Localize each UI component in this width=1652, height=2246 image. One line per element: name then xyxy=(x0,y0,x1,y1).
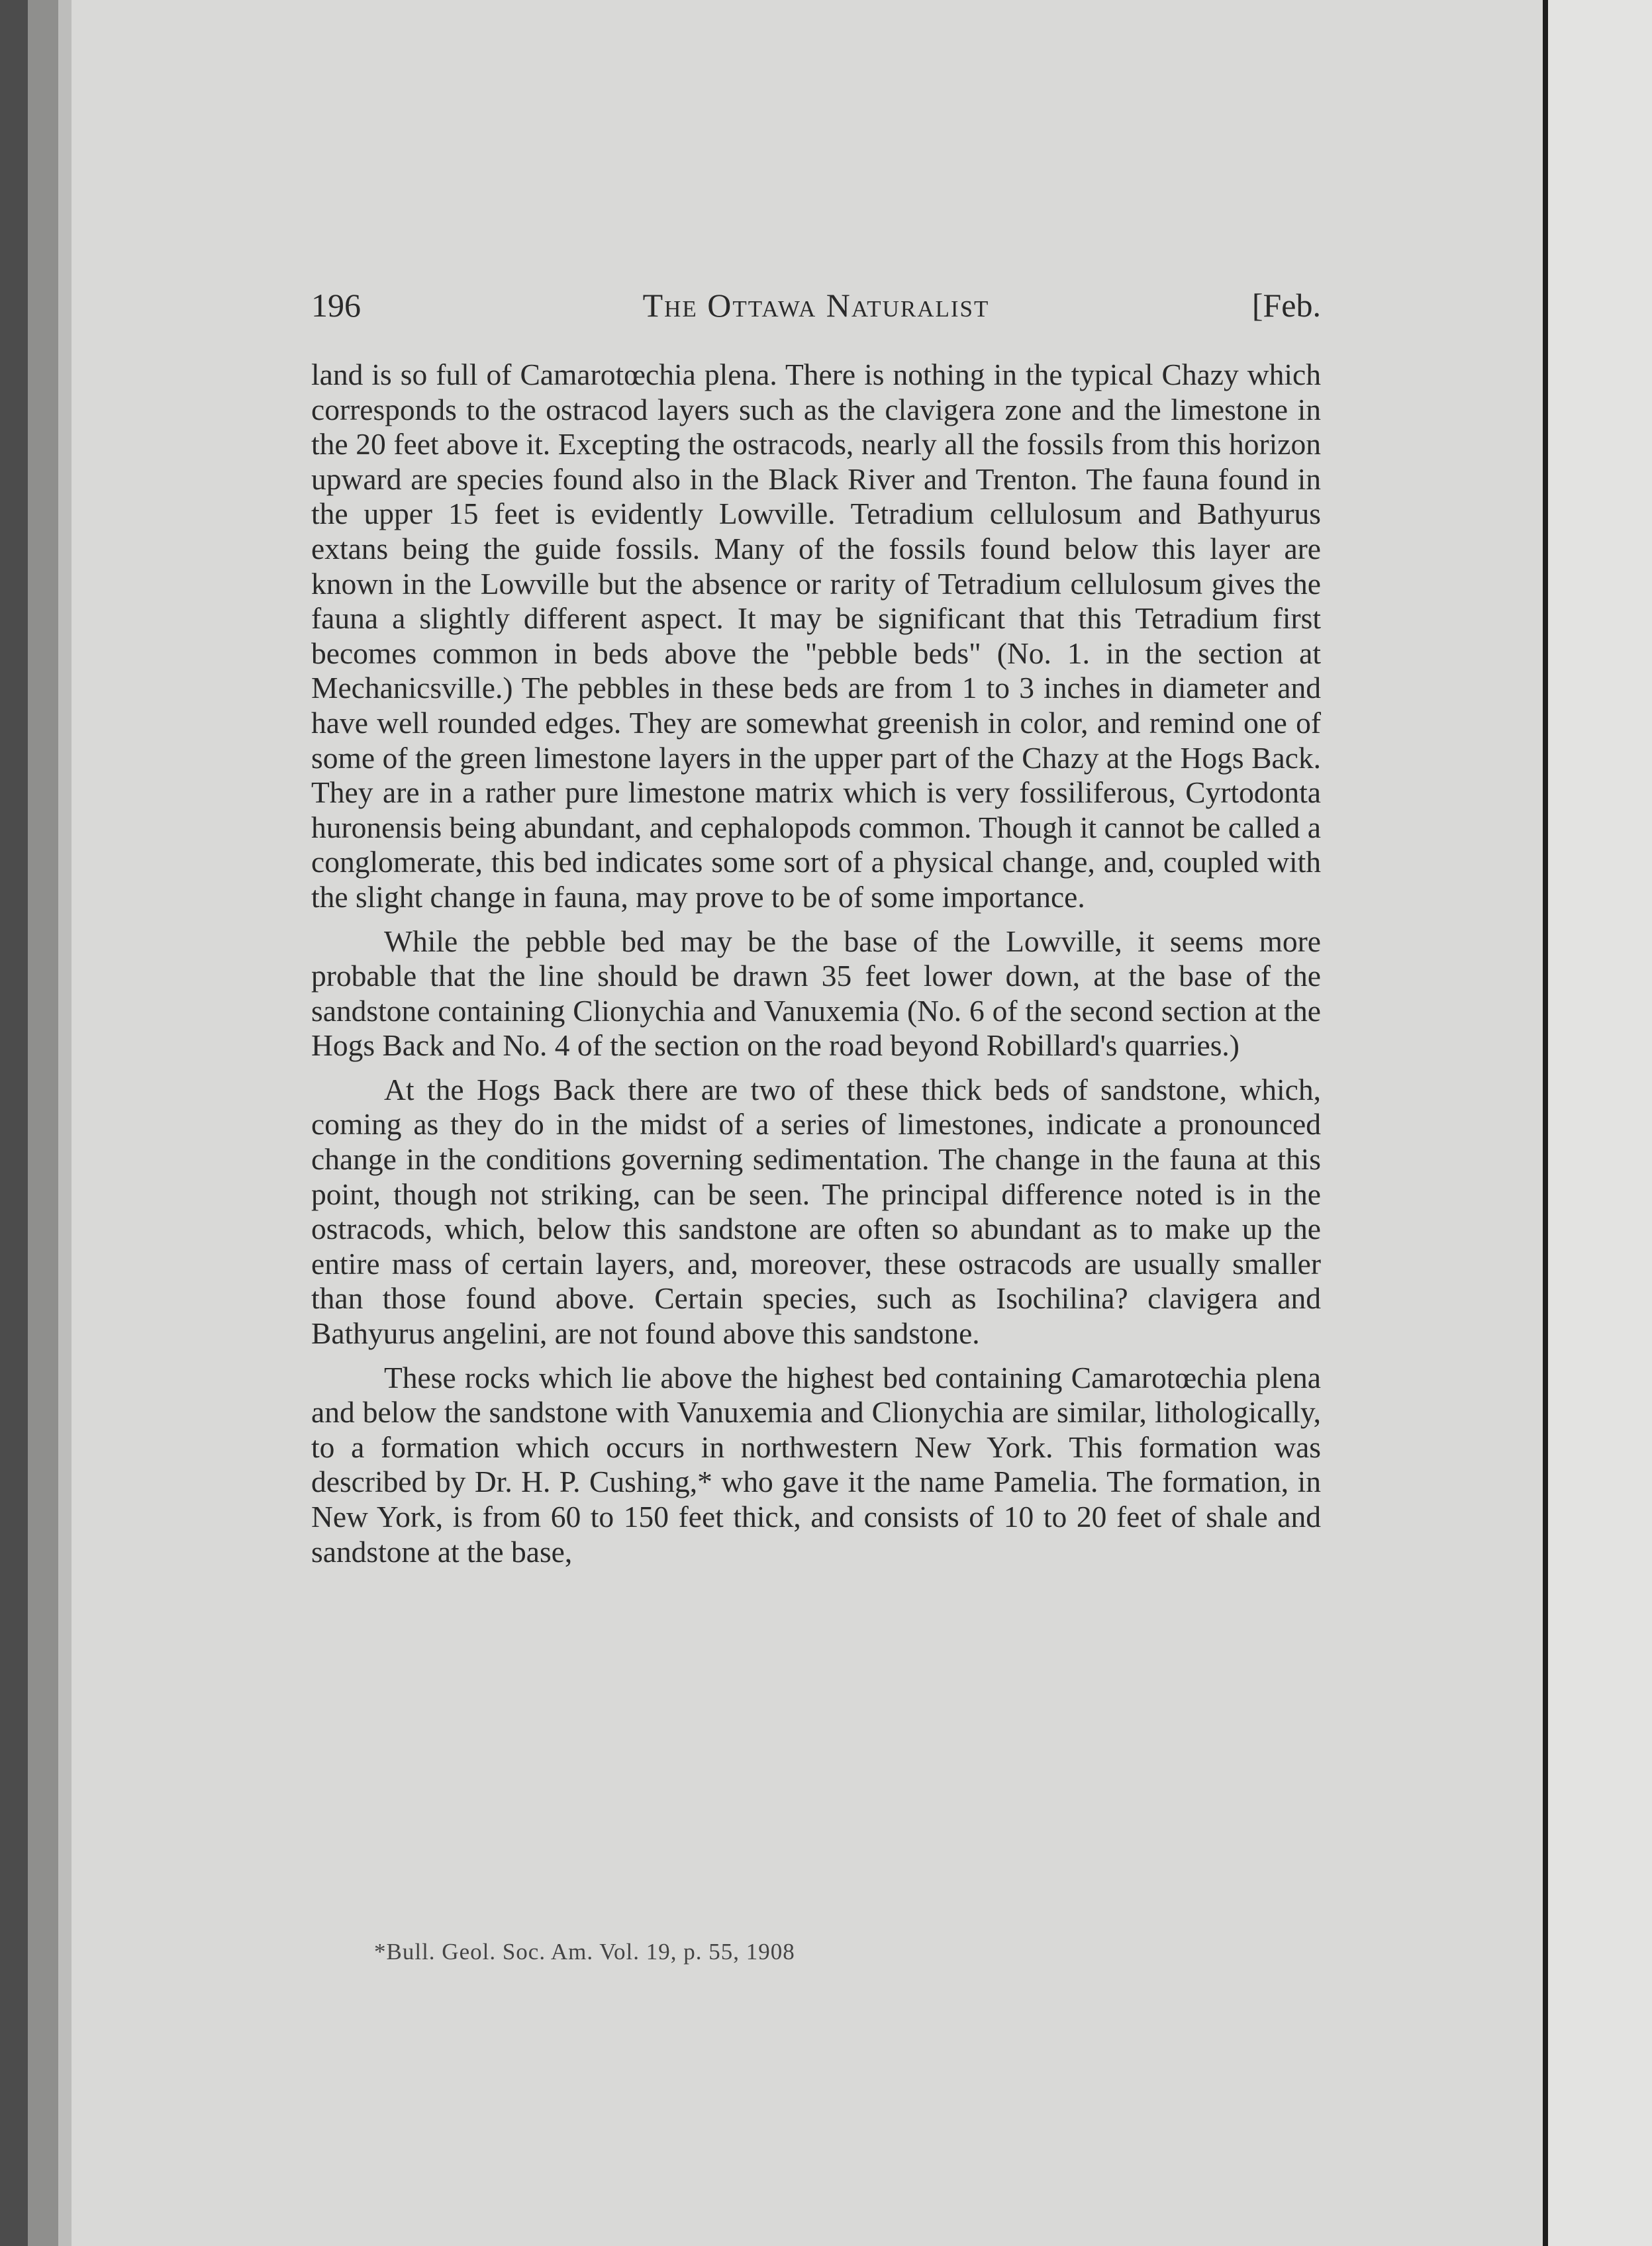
footnote: *Bull. Geol. Soc. Am. Vol. 19, p. 55, 1908 xyxy=(374,1939,795,1965)
paragraph: While the pebble bed may be the base of the Lowville, it seems more probable that the line should be drawn 35 feet lower down, at the base of the sandstone containing Clionychia and Vanuxemia (No. 6 of the second section at the Hogs Back and No. 4 of the section on the road beyond Robillard's quarries.) xyxy=(311,924,1321,1063)
paragraph: At the Hogs Back there are two of these thick beds of sandstone, which, coming as they do in the midst of a series of limestones, indicate a pronounced change in the conditions governing sedimentation. The change in the fauna at this point, though not striking, can be seen. The principal difference noted is in the ostracods, which, below this sandstone are often so abundant as to make up the entire mass of certain layers, and, moreover, these ostracods are usually smaller than those found above. Certain species, such as Isochilina? clavigera and Bathyurus angelini, are not found above this sandstone. xyxy=(311,1072,1321,1351)
paragraph: These rocks which lie above the highest bed containing Camarotœchia plena and below the sandstone with Vanuxemia and Clionychia are similar, lithologically, to a formation which occurs in northwestern New York. This formation was described by Dr. H. P. Cushing,* who gave it the name Pamelia. The formation, in New York, is from 60 to 150 feet thick, and consists of 10 to 20 feet of shale and sandstone at the base, xyxy=(311,1360,1321,1569)
page-number: 196 xyxy=(311,287,361,324)
running-header xyxy=(311,286,1321,332)
paragraph: land is so full of Camarotœchia plena. There is nothing in the typical Chazy which corresponds to the ostracod layers such as the clavigera zone and the limestone in the 20 feet above it. Excepting the ostracods, nearly all the fossils from this horizon upward are species found also in the Black River and Trenton. The fauna found in the upper 15 feet is evidently Lowville. Tetradium cellulosum and Bathyurus extans being the guide fossils. Many of the fossils found below this layer are known in the Lowville but the absence or rarity of Tetradium cellulosum gives the fauna a slightly different aspect. It may be significant that this Tetradium first becomes common in beds above the "pebble beds" (No. 1. in the section at Mechanicsville.) The pebbles in these beds are from 1 to 3 inches in diameter and have well rounded edges. They are somewhat greenish in color, and remind one of some of the green limestone layers in the upper part of the Chazy at the Hogs Back. They are in a rather pure limestone matrix which is very fossiliferous, Cyrtodonta huronensis being abundant, and cephalopods common. Though it cannot be called a conglomerate, this bed indicates some sort of a physical change, and, coupled with the slight change in fauna, may prove to be of some importance. xyxy=(311,358,1321,914)
journal-title: The Ottawa Naturalist xyxy=(642,287,990,324)
scan-left-shadow xyxy=(28,0,58,2246)
scan-right-rule xyxy=(1543,0,1548,2246)
scan-gutter xyxy=(58,0,72,2246)
scan-right-margin xyxy=(1548,0,1652,2246)
issue-month: [Feb. xyxy=(1251,287,1321,324)
body-text xyxy=(311,358,1321,1569)
scan-left-edge xyxy=(0,0,28,2246)
